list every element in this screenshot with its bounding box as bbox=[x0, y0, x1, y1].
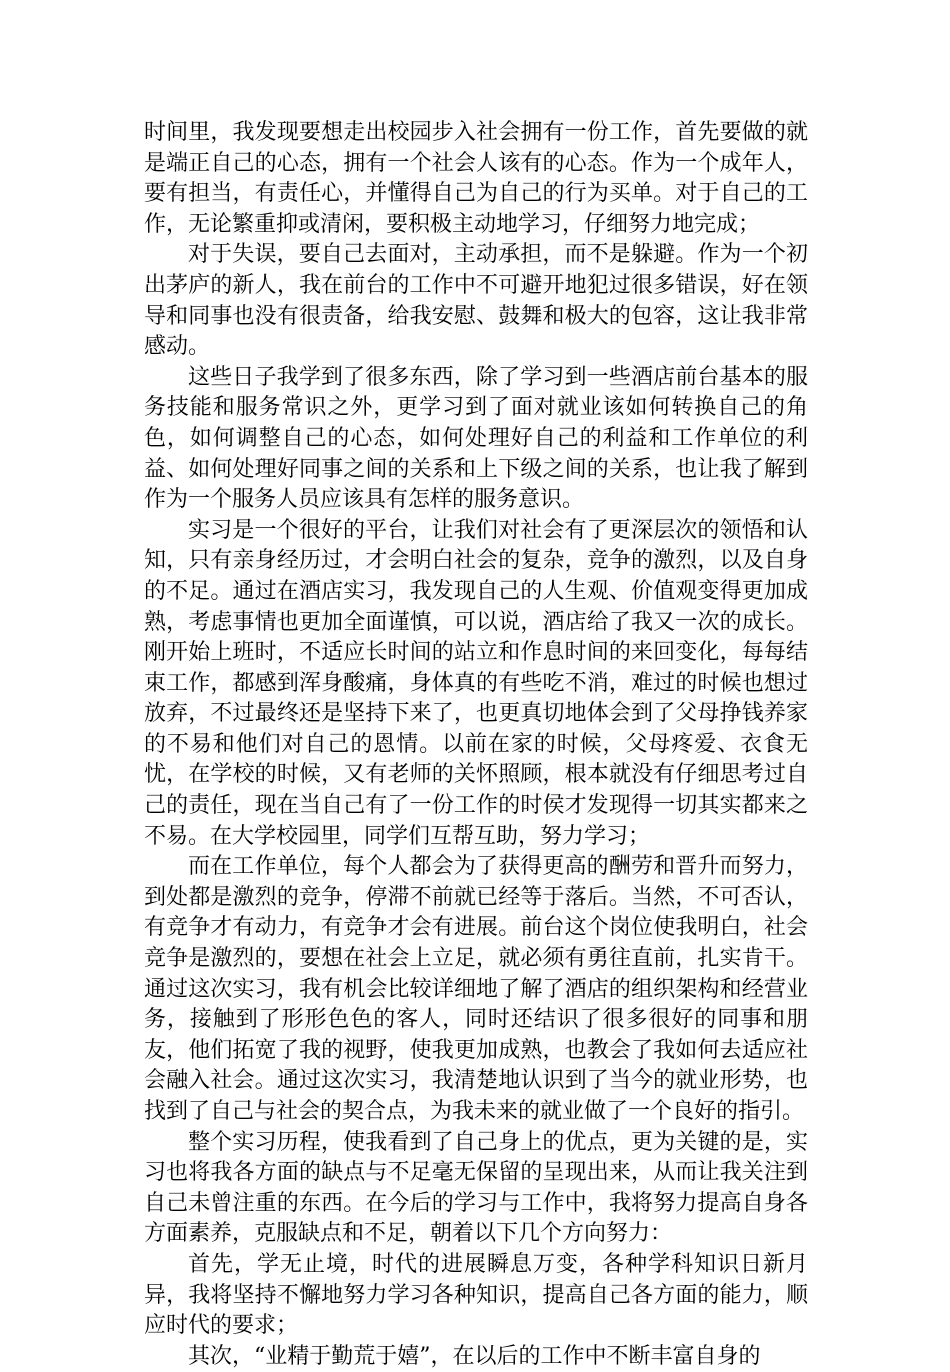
paragraph-7: 首先，学无止境，时代的进展瞬息万变，各种学科知识日新月异，我将坚持不懈地努力学习各种知识，提高自己各方面的能力，顺应时代的要求； bbox=[144, 1251, 808, 1339]
document-body bbox=[144, 118, 808, 1372]
paragraph-8: 其次，“业精于勤荒于嬉”，在以后的工作中不断丰富自身的 bbox=[188, 1343, 761, 1369]
paragraph-5: 而在工作单位，每个人都会为了获得更高的酬劳和晋升而努力，到处都是激烈的竞争，停滞不前就已经等于落后。当然，不可否认，有竞争才有动力，有竞争才会有进展。前台这个岗位使我明白，社会竞争是激烈的，要想在社会上立足，就必须有勇往直前，扎实肯干。通过这次实习，我有机会比较详细地了解了酒店的组织架构和经营业务，接触到了形形色色的客人，同时还结识了很多很好的同事和朋友，他们拓宽了我的视野，使我更加成熟，也教会了我如何去适应社会融入社会。通过这次实习，我清楚地认识到了当今的就业形势，也找到了自己与社会的契合点，为我未来的就业做了一个良好的指引。 bbox=[144, 854, 808, 1124]
paragraph-4: 实习是一个很好的平台，让我们对社会有了更深层次的领悟和认知，只有亲身经历过，才会明白社会的复杂，竞争的激烈，以及自身的不足。通过在酒店实习，我发现自己的人生观、价值观变得更加成熟，考虑事情也更加全面谨慎，可以说，酒店给了我又一次的成长。刚开始上班时，不适应长时间的站立和作息时间的来回变化，每每结束工作，都感到浑身酸痛，身体真的有些吃不消，难过的时候也想过放弃，不过最终还是坚持下来了，也更真切地体会到了父母挣钱养家的不易和他们对自己的恩情。以前在家的时候，父母疼爱、衣食无忧，在学校的时候，又有老师的关怀照顾，根本就没有仔细思考过自己的责任，现在当自己有了一份工作的时侯才发现得一切其实都来之不易。在大学校园里，同学们互帮互助，努力学习； bbox=[144, 517, 808, 849]
paragraph-1: 时间里，我发现要想走出校园步入社会拥有一份工作，首先要做的就是端正自己的心态，拥有一个社会人该有的心态。作为一个成年人，要有担当，有责任心，并懂得自己为自己的行为买单。对于自己的工作，无论繁重抑或清闲，要积极主动地学习，仔细努力地完成； bbox=[144, 120, 808, 237]
paragraph-3: 这些日子我学到了很多东西，除了学习到一些酒店前台基本的服务技能和服务常识之外，更学习到了面对就业该如何转换自己的角色，如何调整自己的心态，如何处理好自己的利益和工作单位的利益、如何处理好同事之间的关系和上下级之间的关系，也让我了解到作为一个服务人员应该具有怎样的服务意识。 bbox=[144, 364, 808, 513]
paragraph-6: 整个实习历程，使我看到了自己身上的优点，更为关键的是，实习也将我各方面的缺点与不足毫无保留的呈现出来，从而让我关注到自己未曾注重的东西。在今后的学习与工作中，我将努力提高自身各方面素养，克服缺点和不足，朝着以下几个方向努力： bbox=[144, 1129, 808, 1247]
paragraph-2: 对于失误，要自己去面对，主动承担，而不是躲避。作为一个初出茅庐的新人，我在前台的工作中不可避开地犯过很多错误，好在领导和同事也没有很责备，给我安慰、鼓舞和极大的包容，这让我非常感动。 bbox=[144, 242, 808, 360]
